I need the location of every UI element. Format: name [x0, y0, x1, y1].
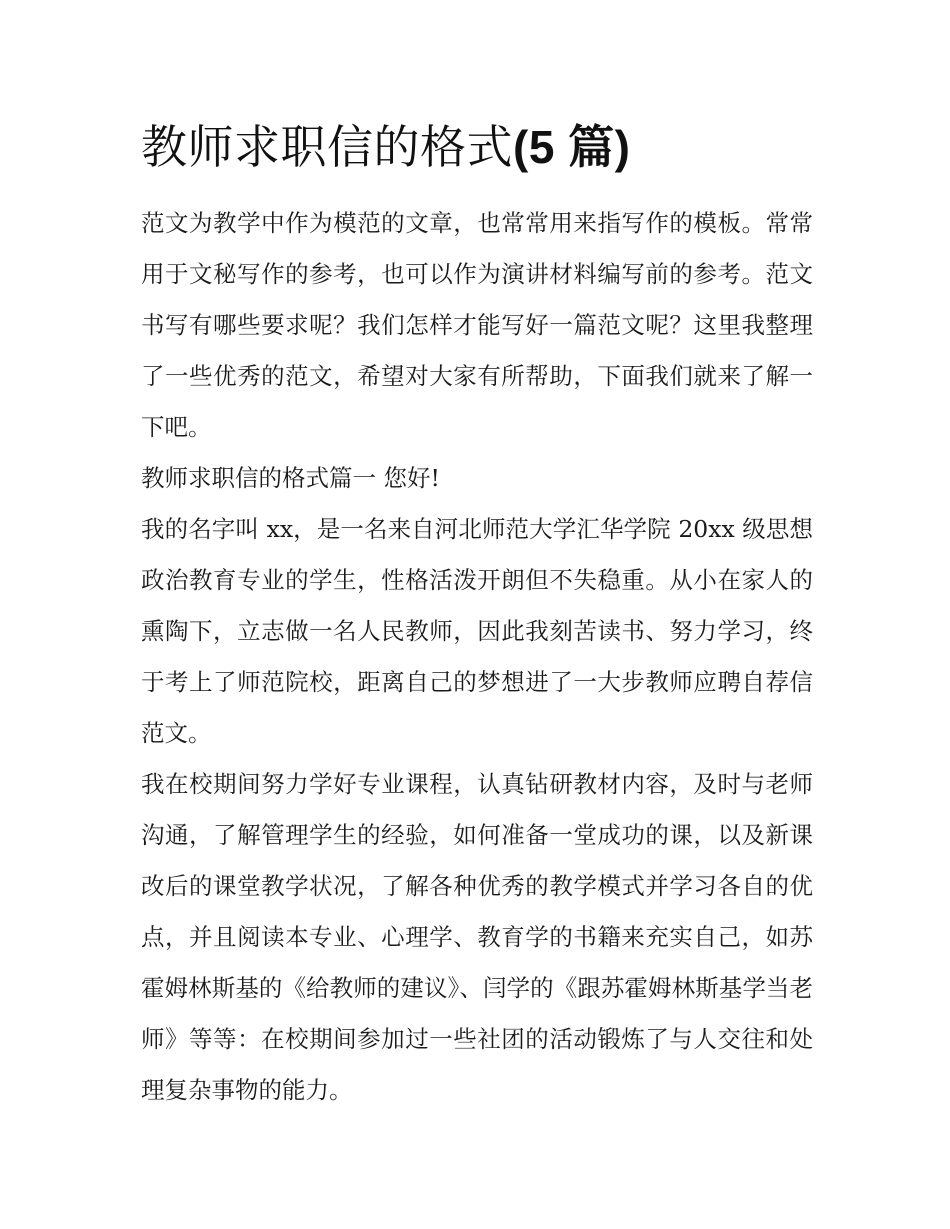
title-main: 教师求职信的格式 [141, 120, 513, 174]
paragraph-intro: 范文为教学中作为模范的文章，也常常用来指写作的模板。常常用于文秘写作的参考，也可以作为演讲材料编写前的参考。范文书写有哪些要求呢？我们怎样才能写好一篇范文呢？这里我整理了一些优秀的范文，希望对大家有所帮助，下面我们就来了解一下吧。 [141, 209, 813, 441]
paragraph-greeting: 教师求职信的格式篇一 您好! [141, 464, 440, 492]
title-count: (5 篇) [513, 121, 631, 173]
paragraph-study: 我在校期间努力学好专业课程，认真钻研教材内容，及时与老师沟通，了解管理学生的经验，如何准备一堂成功的课，以及新课改后的课堂教学状况，了解各种优秀的教学模式并学习各自的优点，并且阅读本专业、心理学、教育学的书籍来充实自己，如苏霍姆林斯基的《给教师的建议》、闫学的《跟苏霍姆林斯基学当老师》等等：在校期间参加过一些社团的活动锻炼了与人交往和处理复杂事物的能力。 [141, 770, 813, 1104]
document-title [141, 114, 813, 180]
paragraph-self-intro: 我的名字叫 xx，是一名来自河北师范大学汇华学院 20xx 级思想政治教育专业的学生，性格活泼开朗但不失稳重。从小在家人的熏陶下，立志做一名人民教师，因此我刻苦读书、努力学习，终于考上了师范院校，距离自己的梦想进了一大步教师应聘自荐信范文。 [141, 515, 813, 747]
document-body [141, 114, 813, 1116]
